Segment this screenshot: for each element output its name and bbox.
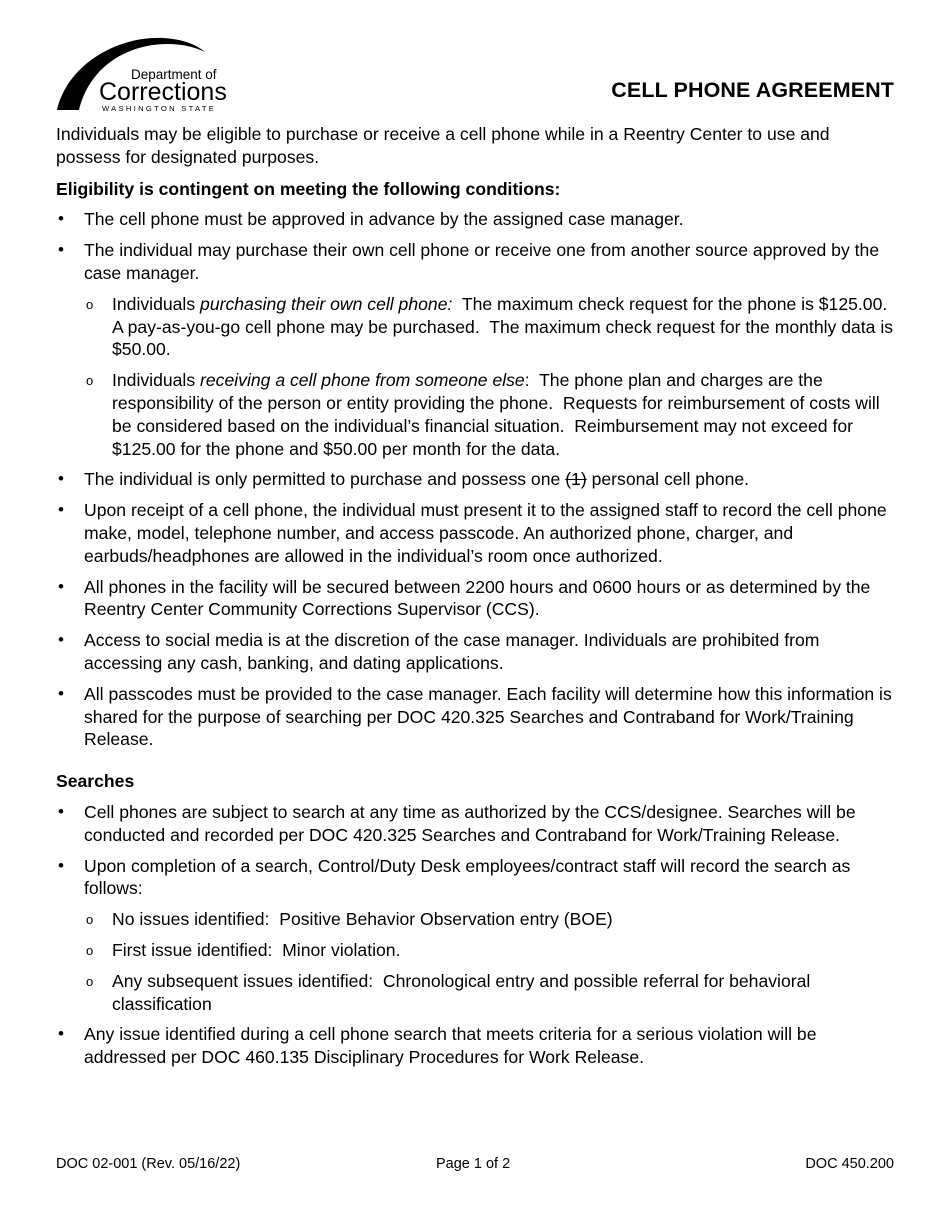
list-item (56, 208, 896, 231)
bullet-icon: • (58, 801, 64, 821)
searches-list (56, 801, 896, 1069)
list-item-text: The individual is only permitted to purchase and possess one (84, 469, 566, 490)
sub-list-item (84, 908, 896, 931)
sub-list-item (84, 970, 896, 1016)
sub-list-item (84, 369, 896, 460)
sub-item-emphasis: receiving a cell phone from someone else (200, 370, 525, 391)
list-item-text: The cell phone must be approved in advance by the assigned case manager. (84, 209, 684, 230)
sub-item-text: First issue identified: Minor violation. (112, 939, 401, 960)
sub-list (84, 908, 896, 1015)
list-item-text: personal cell phone. (586, 469, 750, 490)
sub-bullet-icon: o (86, 373, 94, 389)
list-item (56, 1023, 896, 1069)
list-item-text: Access to social media is at the discretion of the case manager. Individuals are prohibited from accessing any cash, banking, and dating applications. (84, 630, 820, 673)
list-item (56, 629, 896, 675)
list-item-text: Cell phones are subject to search at any time as authorized by the CCS/designee. Searches will be conducted and recorded per DOC 420.325 Searches and Contraband for Work/Training Release. (84, 801, 856, 845)
sub-list (84, 293, 896, 461)
struck-text: (1) (565, 469, 587, 490)
intro-paragraph: Individuals may be eligible to purchase or receive a cell phone while in a Reentry Center to use and possess for designated purposes. (56, 124, 830, 167)
list-item-text: The individual may purchase their own cell phone or receive one from another source approved by the case manager. (84, 240, 880, 283)
sub-list-item (84, 939, 896, 962)
sub-list-item (84, 293, 896, 361)
sub-item-text: The maximum check request for the phone is $125.00. A pay-as-you-go cell phone may be purchased. The maximum check request for the monthly data is $50.00. (112, 293, 898, 360)
sub-bullet-icon: o (86, 942, 94, 958)
bullet-icon: • (58, 500, 64, 520)
bullet-icon: • (58, 469, 64, 489)
list-item (56, 855, 896, 1016)
list-item (56, 499, 896, 567)
sub-item-text: No issues identified: Positive Behavior Observation entry (BOE) (112, 909, 613, 930)
bullet-icon: • (58, 630, 64, 650)
eligibility-heading: Eligibility is contingent on meeting the following conditions: (56, 178, 561, 199)
bullet-icon: • (58, 209, 64, 229)
list-item-text: All phones in the facility will be secured between 2200 hours and 0600 hours or as determined by the Reentry Center Community Corrections Supervisor (CCS). (84, 576, 871, 620)
doc-logo-swoosh-icon (55, 36, 245, 114)
logo-line-2: Corrections (99, 78, 227, 106)
sub-item-emphasis: purchasing their own cell phone: (200, 293, 453, 314)
sub-item-text: Any subsequent issues identified: Chronological entry and possible referral for behavioral classification (112, 970, 816, 1014)
sub-item-lead: Individuals (112, 293, 201, 314)
sub-bullet-icon: o (86, 912, 94, 928)
bullet-icon: • (58, 855, 64, 875)
logo-line-3: WASHINGTON STATE (102, 104, 217, 113)
document-title: CELL PHONE AGREEMENT (611, 78, 894, 102)
list-item (56, 683, 896, 751)
searches-heading: Searches (56, 771, 135, 792)
list-item-text: Upon receipt of a cell phone, the individual must present it to the assigned staff to record the cell phone make, model, telephone number, and access passcode. An authorized phone, charger, and earbuds/headphones are allowed in the individual’s room once authorized. (84, 500, 887, 566)
list-item-text: All passcodes must be provided to the case manager. Each facility will determine how this information is shared for the purpose of searching per DOC 420.325 Searches and Contraband for Work/Training Release. (84, 683, 892, 750)
sub-bullet-icon: o (86, 296, 94, 312)
bullet-icon: • (58, 576, 64, 596)
list-item-text: Upon completion of a search, Control/Duty Desk employees/contract staff will record the search as follows: (84, 855, 851, 899)
page-footer (56, 1156, 894, 1172)
bullet-icon: • (58, 683, 64, 703)
doc-logo (55, 36, 245, 114)
list-item-text: Any issue identified during a cell phone search that meets criteria for a serious violation will be addressed per DOC 460.135 Disciplinary Procedures for Work Release. (84, 1024, 817, 1068)
page-number: Page 1 of 2 (436, 1156, 511, 1172)
policy-number: DOC 450.200 (805, 1156, 894, 1172)
eligibility-list (56, 208, 896, 751)
sub-bullet-icon: o (86, 973, 94, 989)
document-body (56, 123, 896, 1077)
list-item (56, 239, 896, 460)
bullet-icon: • (58, 1024, 64, 1044)
sub-item-text: : The phone plan and charges are the responsibility of the person or entity providing the phone. Requests for reimbursement of costs will be considered based on the individual’s financial situation. Reimbursement may not exceed for $125.00 for the phone and $50.00 per month for the data. (112, 370, 885, 459)
bullet-icon: • (58, 240, 64, 260)
list-item (56, 576, 896, 622)
list-item (56, 801, 896, 847)
form-number: DOC 02-001 (Rev. 05/16/22) (56, 1156, 241, 1172)
logo-line-1: Department of (131, 67, 217, 82)
sub-item-lead: Individuals (112, 370, 201, 391)
list-item (56, 468, 896, 491)
